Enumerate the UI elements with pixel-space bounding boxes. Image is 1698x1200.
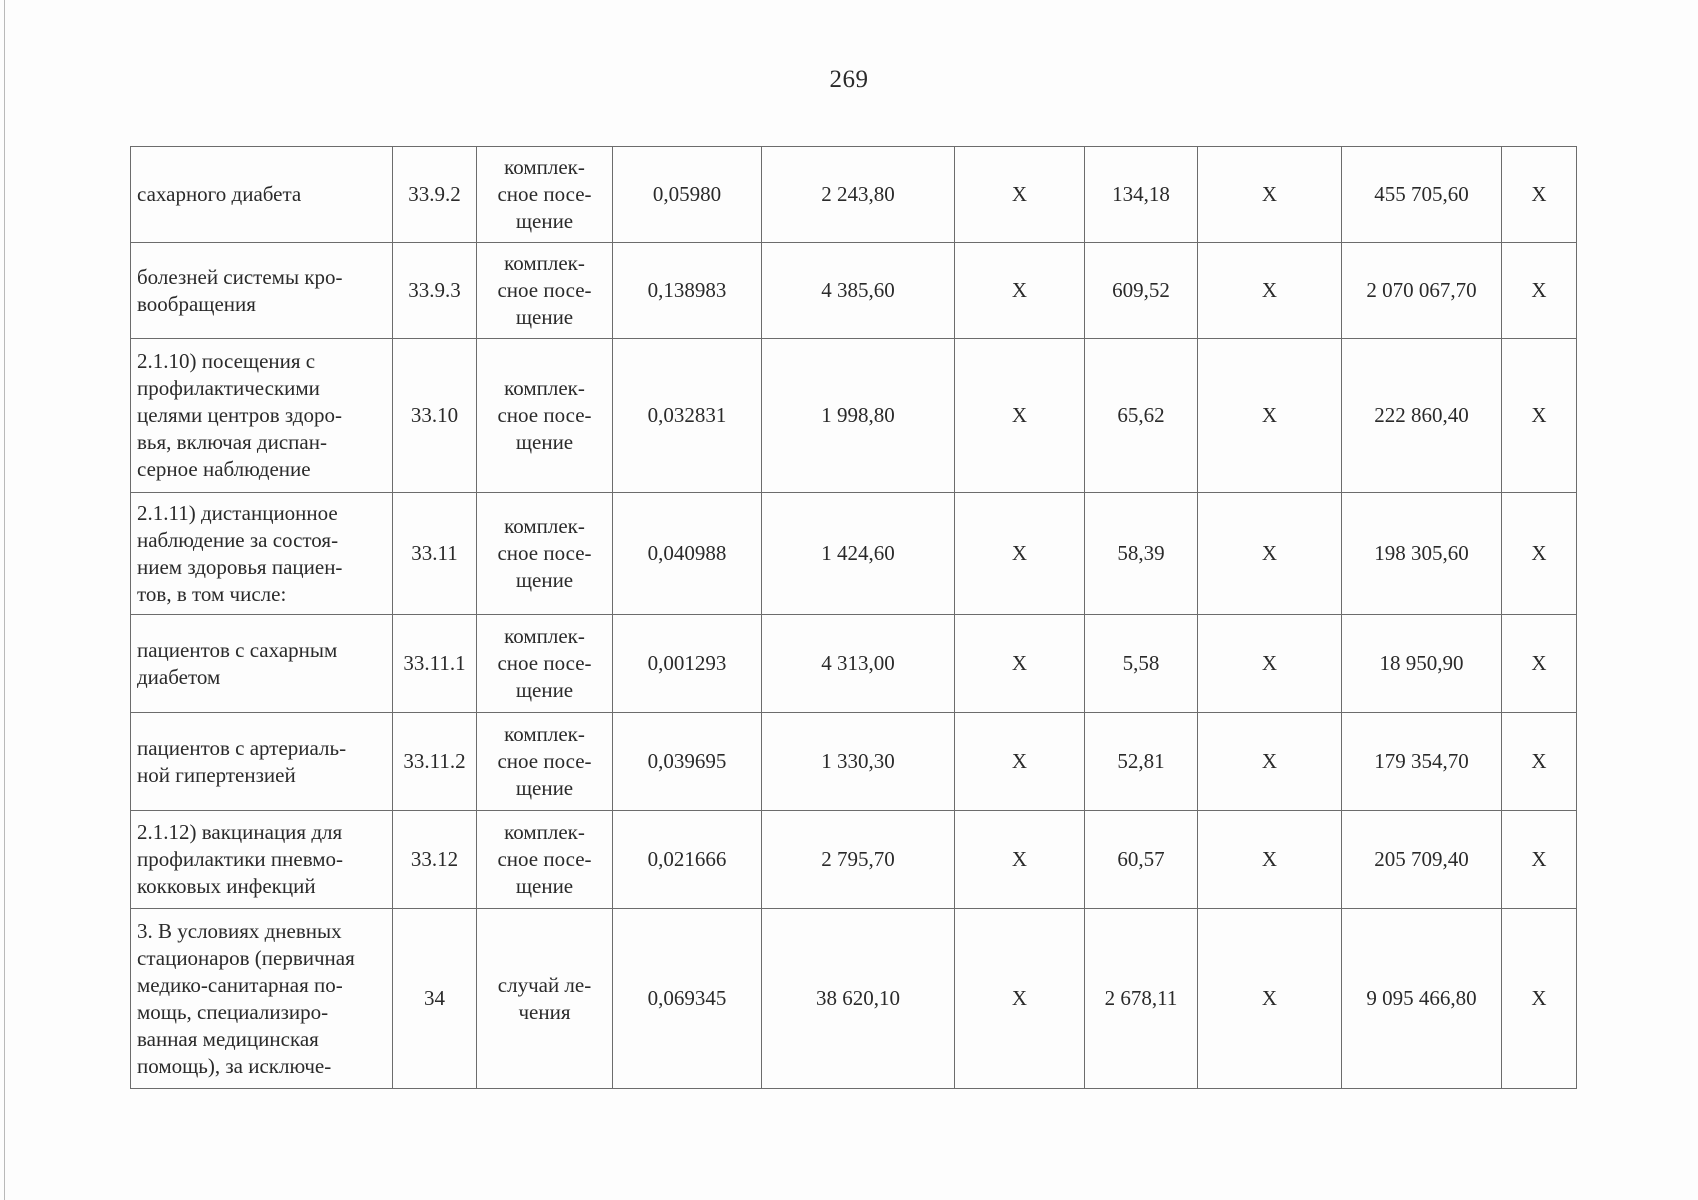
row-code-cell: 33.11 [393,493,477,615]
row-value-cell-c5: Х [955,713,1085,811]
row-name-line: ванная медицинская [137,1026,319,1051]
row-name-line: вья, включая диспан- [137,430,327,454]
row-value-cell-c4: 1 330,30 [762,713,955,811]
row-code-cell: 34 [393,909,477,1089]
row-value-cell-c4: 38 620,10 [762,909,955,1089]
row-value-cell-c4: 2 795,70 [762,811,955,909]
row-unit-line: щение [515,678,574,702]
row-name-line: кокковых инфекций [137,874,316,898]
row-value-cell-c7: Х [1198,493,1342,615]
row-name-cell [131,713,393,811]
row-value-cell-c6: 60,57 [1085,811,1198,909]
row-value-cell-c7: Х [1198,615,1342,713]
row-value-cell-c8: 455 705,60 [1342,147,1502,243]
row-name-line: пациентов с сахарным [137,637,338,662]
tariff-table [130,146,1577,1089]
row-value-cell-c9: Х [1502,909,1577,1089]
row-code-cell: 33.9.3 [393,243,477,339]
row-unit-line: сное посе- [497,847,592,871]
row-unit-line: сное посе- [497,651,592,675]
row-value-cell-c6: 58,39 [1085,493,1198,615]
row-value-cell-c5: Х [955,909,1085,1089]
row-name-line: 2.1.10) посещения с [137,349,316,373]
row-value-cell-c3: 0,001293 [613,615,762,713]
row-value-cell-c4: 1 424,60 [762,493,955,615]
row-name-line: диабетом [137,664,221,689]
table-row [131,147,1577,243]
row-unit-line: щение [515,874,574,898]
row-unit-cell [477,243,613,339]
row-value-cell-c9: Х [1502,339,1577,493]
row-unit-line: чения [518,999,571,1024]
row-name-line: 2.1.11) дистанционное [137,500,338,525]
row-value-cell-c9: Х [1502,713,1577,811]
row-name-line: целями центров здоро- [137,403,342,427]
row-name-line: тов, в том числе: [137,581,287,606]
row-unit-line: сное посе- [497,541,592,565]
row-value-cell-c8: 179 354,70 [1342,713,1502,811]
row-name-line: сахарного диабета [137,182,302,206]
row-unit-cell [477,339,613,493]
row-name-cell [131,493,393,615]
row-value-cell-c8: 2 070 067,70 [1342,243,1502,339]
page-number: 269 [829,66,869,93]
table-row [131,713,1577,811]
row-unit-cell [477,909,613,1089]
row-value-cell-c4: 2 243,80 [762,147,955,243]
row-value-cell-c5: Х [955,811,1085,909]
table-row [131,243,1577,339]
row-name-line: болезней системы кро- [137,264,343,289]
row-code-cell: 33.12 [393,811,477,909]
row-unit-line: комплек- [504,624,585,648]
row-name-line: помощь), за исключе- [137,1053,332,1078]
row-value-cell-c8: 205 709,40 [1342,811,1502,909]
row-value-cell-c9: Х [1502,147,1577,243]
row-value-cell-c8: 222 860,40 [1342,339,1502,493]
row-value-cell-c7: Х [1198,147,1342,243]
row-unit-line: щение [515,568,574,592]
row-value-cell-c6: 52,81 [1085,713,1198,811]
row-name-line: пациентов с артериаль- [137,735,347,760]
row-name-cell [131,339,393,493]
row-value-cell-c7: Х [1198,243,1342,339]
row-unit-cell [477,493,613,615]
row-value-cell-c4: 4 313,00 [762,615,955,713]
row-name-line: нием здоровья пациен- [137,554,343,579]
row-unit-line: комплек- [504,820,585,844]
row-value-cell-c5: Х [955,147,1085,243]
row-unit-cell [477,713,613,811]
row-code-cell: 33.9.2 [393,147,477,243]
table-row [131,909,1577,1089]
row-value-cell-c4: 1 998,80 [762,339,955,493]
row-value-cell-c9: Х [1502,811,1577,909]
row-value-cell-c7: Х [1198,811,1342,909]
row-value-cell-c3: 0,069345 [613,909,762,1089]
row-unit-line: комплек- [504,251,585,275]
row-value-cell-c6: 134,18 [1085,147,1198,243]
table-row [131,615,1577,713]
row-name-cell [131,811,393,909]
row-value-cell-c6: 5,58 [1085,615,1198,713]
row-value-cell-c6: 2 678,11 [1085,909,1198,1089]
row-value-cell-c7: Х [1198,713,1342,811]
row-unit-cell [477,811,613,909]
row-name-line: мощь, специализиро- [137,999,329,1024]
row-value-cell-c8: 198 305,60 [1342,493,1502,615]
row-value-cell-c6: 65,62 [1085,339,1198,493]
row-unit-line: случай ле- [497,972,592,997]
row-value-cell-c3: 0,05980 [613,147,762,243]
row-name-line: ной гипертензией [137,762,296,787]
row-name-line: 3. В условиях дневных [137,918,342,943]
row-value-cell-c8: 9 095 466,80 [1342,909,1502,1089]
row-value-cell-c6: 609,52 [1085,243,1198,339]
table-body [131,147,1577,1089]
row-unit-line: комплек- [504,514,585,538]
row-code-cell: 33.10 [393,339,477,493]
row-value-cell-c9: Х [1502,243,1577,339]
row-value-cell-c7: Х [1198,339,1342,493]
row-name-cell [131,615,393,713]
row-value-cell-c5: Х [955,493,1085,615]
row-unit-line: щение [515,209,574,233]
row-value-cell-c5: Х [955,615,1085,713]
row-unit-line: сное посе- [497,749,592,773]
row-name-line: медико-санитарная по- [137,972,343,997]
row-unit-cell [477,615,613,713]
row-name-line: профилактики пневмо- [137,847,344,871]
row-name-line: профилактическими [137,376,320,400]
row-name-line: серное наблюдение [137,457,311,481]
row-unit-line: комплек- [504,376,585,400]
row-unit-line: щение [515,430,574,454]
scan-edge-line [4,0,5,1200]
row-unit-line: комплек- [504,155,585,179]
row-code-cell: 33.11.2 [393,713,477,811]
row-value-cell-c8: 18 950,90 [1342,615,1502,713]
table-row [131,339,1577,493]
row-value-cell-c9: Х [1502,615,1577,713]
row-unit-line: щение [515,776,574,800]
row-name-line: вообращения [137,291,256,316]
row-value-cell-c7: Х [1198,909,1342,1089]
row-unit-line: сное посе- [497,182,592,206]
row-name-cell [131,909,393,1089]
table-row [131,811,1577,909]
row-unit-line: сное посе- [497,278,592,302]
row-value-cell-c3: 0,040988 [613,493,762,615]
row-unit-cell [477,147,613,243]
row-name-cell [131,243,393,339]
row-value-cell-c3: 0,138983 [613,243,762,339]
row-unit-line: щение [515,305,574,329]
row-value-cell-c3: 0,021666 [613,811,762,909]
row-value-cell-c5: Х [955,243,1085,339]
row-value-cell-c4: 4 385,60 [762,243,955,339]
row-name-line: 2.1.12) вакцинация для [137,820,343,844]
row-name-cell [131,147,393,243]
row-name-line: стационаров (первичная [137,945,355,970]
row-unit-line: сное посе- [497,403,592,427]
row-unit-line: комплек- [504,722,585,746]
table-row [131,493,1577,615]
row-code-cell: 33.11.1 [393,615,477,713]
row-value-cell-c3: 0,032831 [613,339,762,493]
row-value-cell-c3: 0,039695 [613,713,762,811]
row-value-cell-c5: Х [955,339,1085,493]
row-value-cell-c9: Х [1502,493,1577,615]
row-name-line: наблюдение за состоя- [137,527,339,552]
